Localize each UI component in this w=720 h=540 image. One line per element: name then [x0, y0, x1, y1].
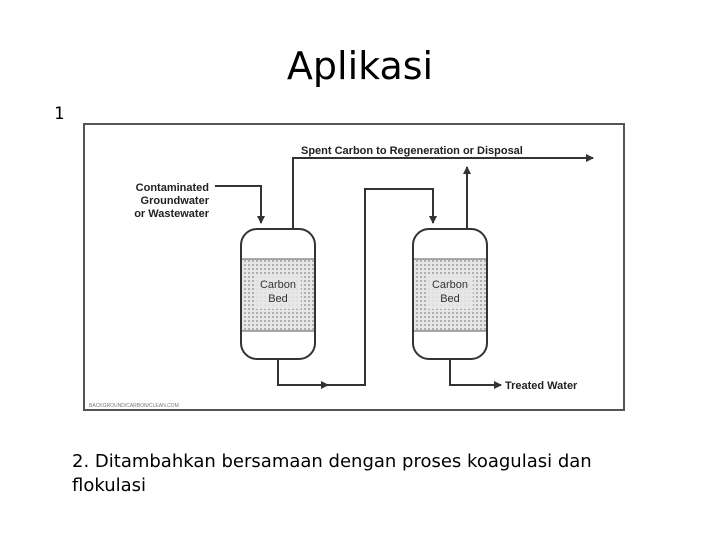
inlet-label-line-1: Contaminated: [135, 182, 209, 194]
bed-1-label-line-1: Carbon: [259, 279, 297, 291]
inlet-label-line-2: Groundwater: [140, 195, 209, 207]
bed-2-label-line-2: Bed: [440, 293, 460, 305]
treated-water-label: Treated Water: [505, 380, 578, 392]
diagram-frame: [84, 124, 624, 410]
bed-2-label-line-1: Carbon: [431, 279, 469, 291]
image-credit: BACKGROUND/CARBON/CLEAN.COM: [89, 403, 179, 409]
caption-item-2: 2. Ditambahkan bersamaan dengan proses koagulasi dan flokulasi: [72, 451, 592, 496]
carbon-tank-2: [413, 229, 487, 359]
bed-1-label-line-2: Bed: [268, 293, 288, 305]
spent-carbon-label: Spent Carbon to Regeneration or Disposal: [301, 145, 523, 157]
slide-title: Aplikasi: [286, 44, 434, 88]
item-number: 1: [54, 104, 65, 124]
carbon-tank-1: [241, 227, 315, 359]
inlet-label-line-3: or Wastewater: [134, 208, 209, 220]
carbon-adsorption-diagram: [83, 123, 625, 411]
